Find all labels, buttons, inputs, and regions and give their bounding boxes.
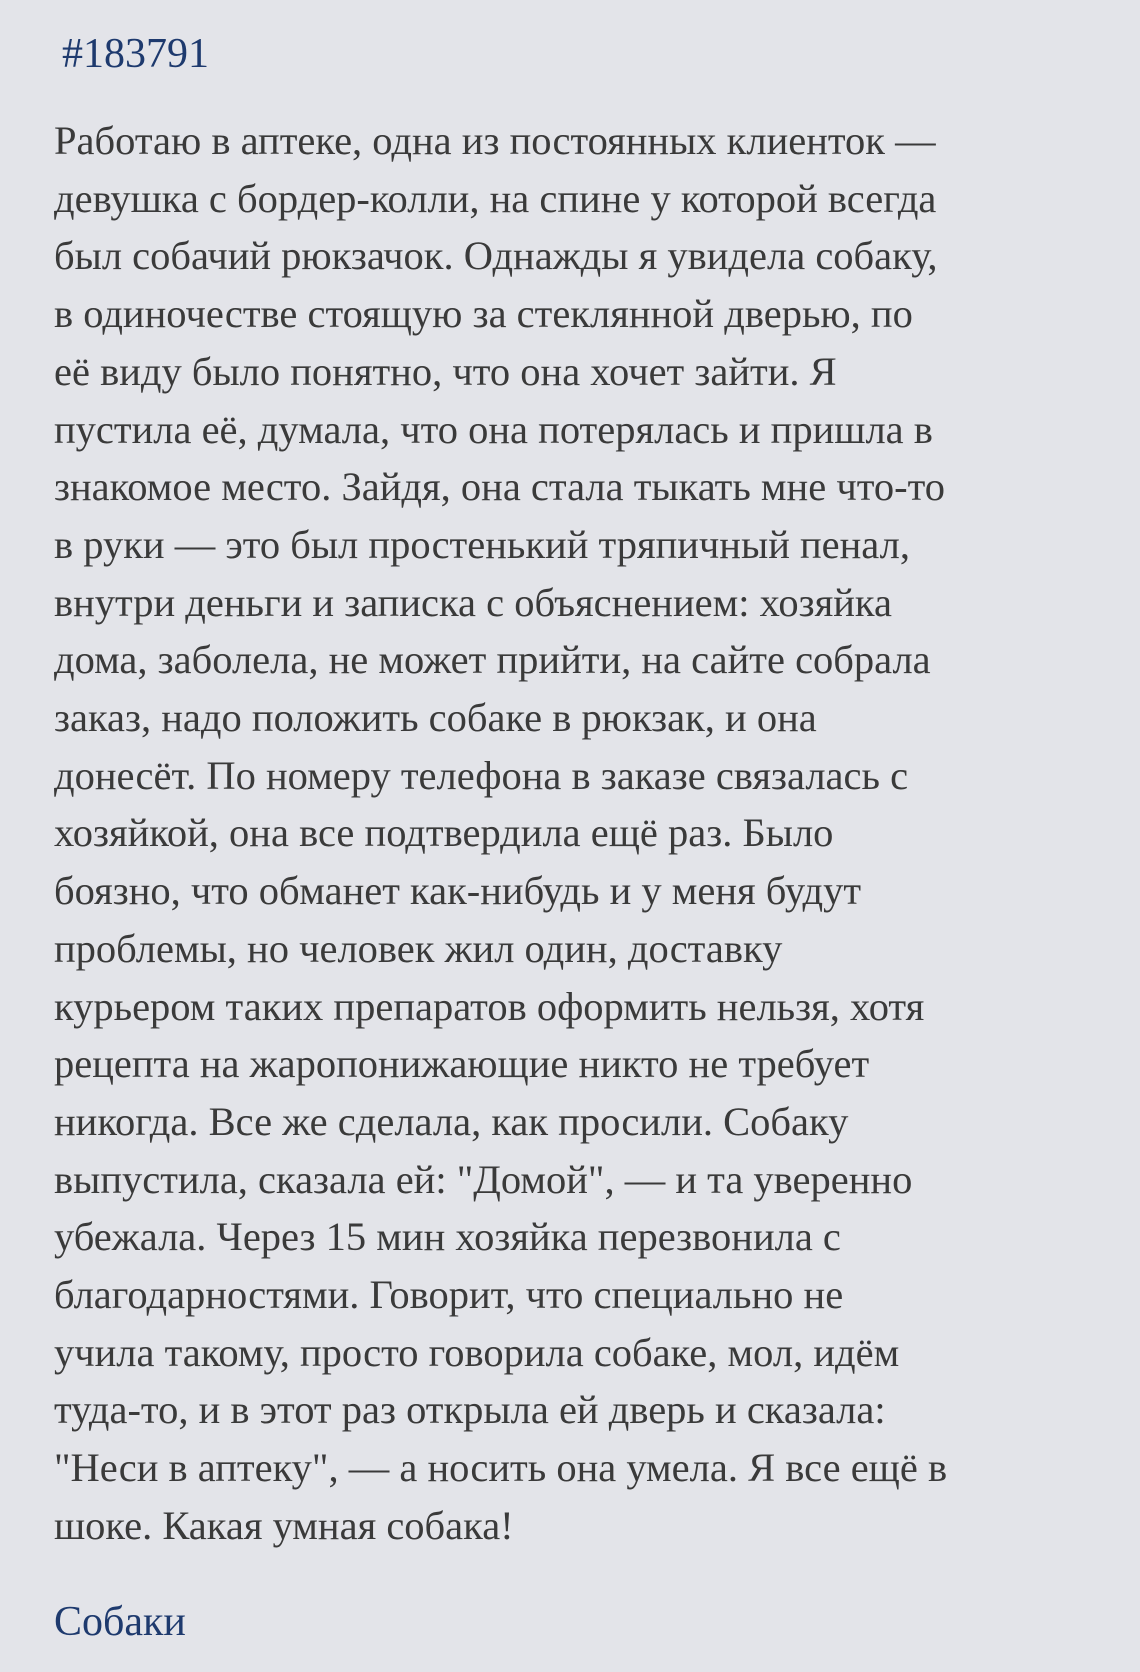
story-line: "Неси в аптеку", — а носить она умела. Я все ещё в [54, 1445, 948, 1491]
story-line: был собачий рюкзачок. Однажды я увидела собаку, [54, 233, 938, 279]
story-line: благодарностями. Говорит, что специально не [54, 1272, 844, 1318]
story-line: донесёт. По номеру телефона в заказе связалась с [54, 752, 909, 798]
story-line: курьером таких препаратов оформить нельзя, хотя [54, 983, 925, 1029]
story-line: заказ, надо положить собаке в рюкзак, и она [54, 695, 817, 741]
story-line: знакомое место. Зайдя, она стала тыкать мне что-то [54, 464, 946, 510]
story-line: Работаю в аптеке, одна из постоянных клиенток — [54, 118, 936, 163]
story-line: проблемы, но человек жил один, доставку [54, 925, 783, 971]
story-text [54, 112, 1104, 1555]
story-line: в руки — это был простенький тряпичный пенал, [54, 521, 910, 567]
tag-link[interactable]: Собаки [54, 1599, 186, 1645]
story-line: пустила её, думала, что она потерялась и пришла в [54, 406, 933, 452]
story-line: в одиночестве стоящую за стеклянной дверью, по [54, 291, 913, 337]
story-line: шоке. Какая умная собака! [54, 1502, 514, 1548]
story-line: учила такому, просто говорила собаке, мол, идём [54, 1329, 900, 1375]
story-line: её виду было понятно, что она хочет зайти. Я [54, 348, 837, 394]
story-line: внутри деньги и записка с объяснением: хозяйка [54, 579, 892, 625]
story-line: выпустила, сказала ей: "Домой", — и та уверенно [54, 1156, 913, 1202]
story-line: рецепта на жаропонижающие никто не требует [54, 1041, 870, 1087]
story-line: девушка с бордер-колли, на спине у которой всегда [54, 175, 937, 221]
story-line: никогда. Все же сделала, как просили. Собаку [54, 1098, 849, 1144]
story-line: убежала. Через 15 мин хозяйка перезвонила с [54, 1214, 841, 1260]
story-line: хозяйкой, она все подтвердила ещё раз. Было [54, 810, 834, 856]
story-line: боязно, что обманет как-нибудь и у меня будут [54, 868, 862, 914]
story-line: дома, заболела, не может прийти, на сайте собрала [54, 637, 931, 683]
story-line: туда-то, и в этот раз открыла ей дверь и сказала: [54, 1387, 886, 1433]
story-id-link[interactable]: #183791 [62, 31, 209, 77]
